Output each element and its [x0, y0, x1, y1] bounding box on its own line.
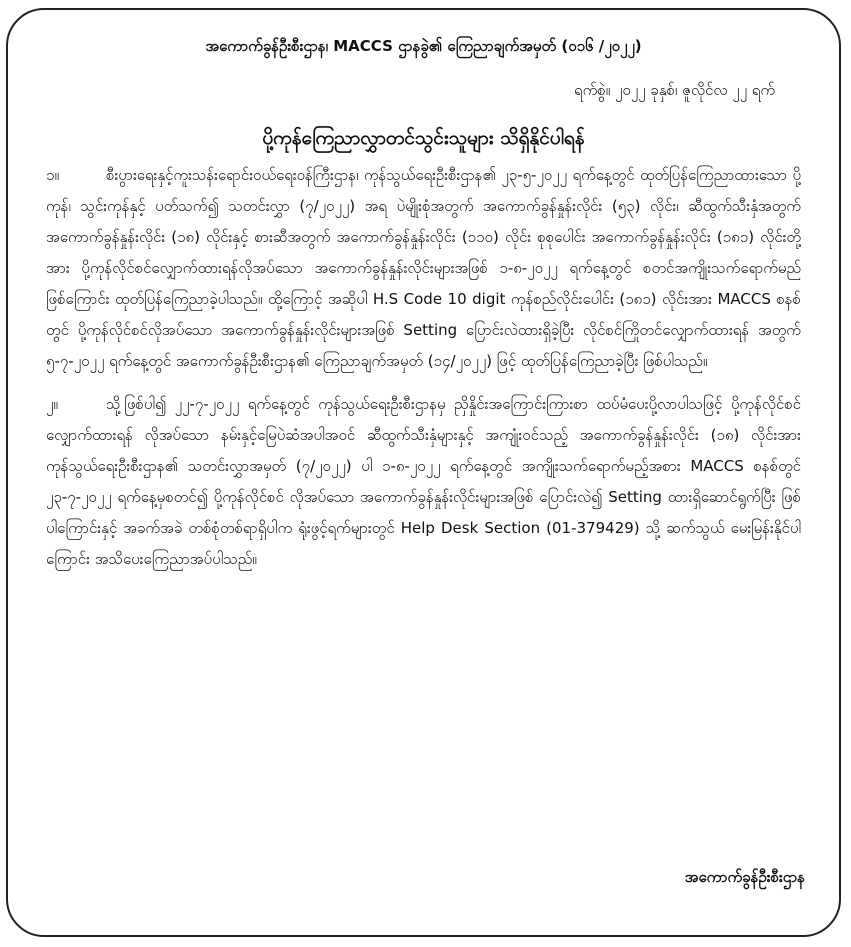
paragraph-2 — [46, 389, 801, 575]
paragraph-2-number: ၂။ — [46, 395, 58, 413]
notice-date: ရက်စွဲ။ ၂၀၂၂ ခုနှစ်၊ ဇူလိုင်လ ၂၂ ရက် — [573, 81, 775, 99]
paragraph-1 — [46, 160, 801, 377]
notice-subject: ပို့ကုန်ကြေညာလွှာတင်သွင်းသူများ သိရှိနိုင်ပါရန် — [262, 127, 585, 149]
notice-header: အကောက်ခွန်ဦးစီးဌာန၊ MACCS ဌာနခွဲ၏ ကြေညာချက်အမှတ် (၀၁၆ /၂၀၂၂) — [205, 37, 642, 55]
signature: အကောက်ခွန်ဦးစီးဌာန — [684, 868, 805, 886]
paragraph-1-number: ၁။ — [46, 166, 59, 184]
notice-frame — [6, 8, 841, 937]
paragraph-2-text: သို့ဖြစ်ပါ၍ ၂၂-၇-၂၀၂၂ ရက်နေ့တွင် ကုန်သွယ်ရေးဦးစီးဌာနမှ ညှိနှိုင်းအကြောင်းကြားစာ ထပ်မံပေးပို့လာပါသဖြင့် ပို့ကုန်လိုင်စင်လျှောက်ထားရန် လိုအပ်သော နမ်းနှင့်မြေပဲဆံအပါအဝင် ဆီထွက်သီးနှံများနှင့် အကျုံးဝင်သည့် အကောက်ခွန်နှုန်းလိုင်း (၁၈) လိုင်းအား ကုန်သွယ်ရေးဦးစီးဌာန၏ သတင်းလွှာအမှတ် (၇/၂၀၂၂) ပါ ၁-၈-၂၀၂၂ ရက်နေ့တွင် အကျိုးသက်ရောက်မည့်အစား MACCS စနစ်တွင် ၂၃-၇-၂၀၂၂ ရက်နေ့မှစတင်၍ ပို့ကုန်လိုင်စင် လိုအပ်သော အကောက်ခွန်နှုန်းလိုင်းများအဖြစ် ပြောင်းလဲ၍ Setting ထားရှိဆောင်ရွက်ပြီး ဖြစ်ပါကြောင်းနှင့် အခက်အခဲ တစ်စုံတစ်ရာရှိပါက ရုံးဖွင့်ရက်များတွင် Help Desk Section (01-379429) သို့ ဆက်သွယ် မေးမြန်းနိုင်ပါကြောင်း အသိပေးကြေညာအပ်ပါသည်။ — [46, 395, 801, 568]
paragraph-1-text: စီးပွားရေးနှင့်ကူးသန်းရောင်းဝယ်ရေးဝန်ကြီးဌာန၊ ကုန်သွယ်ရေးဦးစီးဌာန၏ ၂၃-၅-၂၀၂၂ ရက်နေ့တွင် ထုတ်ပြန်ကြေညာထားသော ပို့ကုန်၊ သွင်းကုန်နှင့် ပတ်သက်၍ သတင်းလွှာ (၇/၂၀၂၂) အရ ပဲမျိုးစုံအတွက် အကောက်ခွန်နှုန်းလိုင်း (၅၃) လိုင်း၊ ဆီထွက်သီးနှံအတွက် အကောက်ခွန်နှုန်းလိုင်း (၁၈) လိုင်းနှင့် စားဆီအတွက် အကောက်ခွန်နှုန်းလိုင်း (၁၁၀) လိုင်း စုစုပေါင်း အကောက်ခွန်နှုန်းလိုင်း (၁၈၁) လိုင်းတို့အား ပို့ကုန်လိုင်စင်လျှောက်ထားရန်လိုအပ်သော အကောက်ခွန်နှုန်းလိုင်းများအဖြစ် ၁-၈-၂၀၂၂ ရက်နေ့တွင် စတင်အကျိုးသက်ရောက်မည်ဖြစ်ကြောင်း ထုတ်ပြန်ကြေညာခဲ့ပါသည်။ ထို့ကြောင့် အဆိုပါ H.S Code 10 digit ကုန်စည်လိုင်းပေါင်း (၁၈၁) လိုင်းအား MACCS စနစ်တွင် ပို့ကုန်လိုင်စင်လိုအပ်သော အကောက်ခွန်နှုန်းလိုင်းများအဖြစ် Setting ပြောင်းလဲထားရှိခဲ့ပြီး လိုင်စင်ကြိုတင်လျှောက်ထားရန် အတွက် ၅-၇-၂၀၂၂ ရက်နေ့တွင် အကောက်ခွန်ဦးစီးဌာန၏ ကြေညာချက်အမှတ် (၁၄/၂၀၂၂) ဖြင့် ထုတ်ပြန်ကြေညာခဲ့ပြီး ဖြစ်ပါသည်။ — [46, 166, 801, 370]
